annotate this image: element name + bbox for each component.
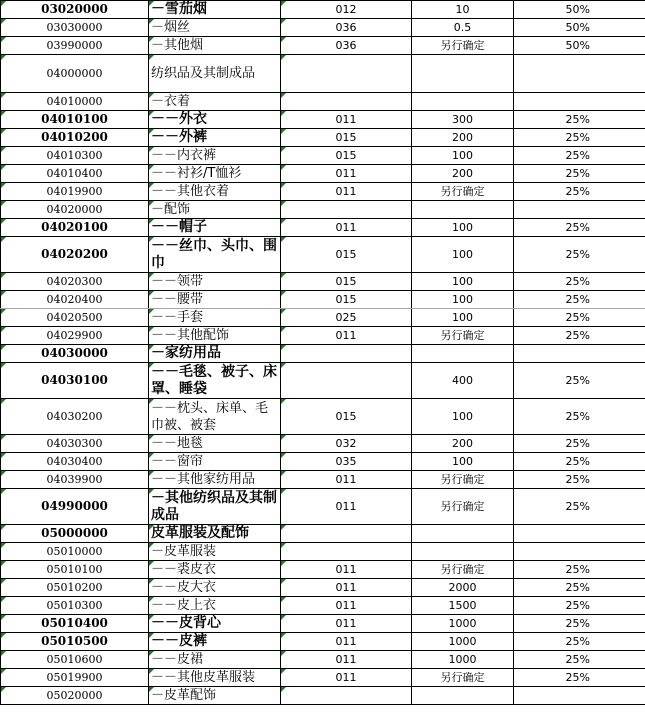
table-row <box>1 651 645 669</box>
tax-cell[interactable]: 25% <box>514 651 645 669</box>
tax-cell[interactable]: 25% <box>514 237 645 273</box>
name-cell[interactable]: －－地毯 <box>149 435 281 453</box>
code-cell[interactable]: 04010300 <box>1 147 149 165</box>
name-cell[interactable]: －－皮大衣 <box>149 579 281 597</box>
tax-cell[interactable]: 25% <box>514 561 645 579</box>
unit-cell[interactable]: 015 <box>281 147 412 165</box>
rate-cell[interactable]: 100 <box>412 273 514 291</box>
name-cell[interactable]: －－毛毯、被子、床罩、睡袋 <box>149 363 281 399</box>
name-cell[interactable]: －－内衣裤 <box>149 147 281 165</box>
name-cell[interactable]: －－其他家纺用品 <box>149 471 281 489</box>
tax-cell[interactable]: 25% <box>514 291 645 309</box>
table-row <box>1 669 645 687</box>
unit-cell[interactable]: 011 <box>281 489 412 525</box>
table-row <box>1 165 645 183</box>
unit-cell[interactable]: 036 <box>281 37 412 55</box>
rate-cell[interactable]: 另行确定 <box>412 183 514 201</box>
tax-cell[interactable]: 25% <box>514 471 645 489</box>
tax-cell[interactable]: 25% <box>514 111 645 129</box>
tax-cell[interactable] <box>514 55 645 93</box>
table-row <box>1 453 645 471</box>
tax-cell[interactable]: 25% <box>514 183 645 201</box>
name-cell[interactable]: 纺织品及其制成品 <box>149 55 281 93</box>
tax-cell[interactable]: 25% <box>514 453 645 471</box>
unit-cell[interactable]: 011 <box>281 327 412 345</box>
code-cell[interactable]: 05010600 <box>1 651 149 669</box>
name-cell[interactable]: －－其他皮革服装 <box>149 669 281 687</box>
rate-cell[interactable]: 另行确定 <box>412 471 514 489</box>
name-cell[interactable]: －－皮裤 <box>149 633 281 651</box>
code-cell[interactable]: 04020200 <box>1 237 149 273</box>
table-row <box>1 633 645 651</box>
table-row <box>1 129 645 147</box>
table-row <box>1 597 645 615</box>
name-cell[interactable]: －－枕头、床单、毛巾被、被套 <box>149 399 281 435</box>
rate-cell[interactable]: 100 <box>412 237 514 273</box>
code-cell[interactable]: 04010200 <box>1 129 149 147</box>
code-cell[interactable]: 03990000 <box>1 37 149 55</box>
tax-cell[interactable]: 25% <box>514 363 645 399</box>
unit-cell[interactable]: 011 <box>281 219 412 237</box>
rate-cell[interactable] <box>412 525 514 543</box>
name-cell[interactable]: －－皮背心 <box>149 615 281 633</box>
unit-cell[interactable]: 011 <box>281 597 412 615</box>
code-cell[interactable]: 05010000 <box>1 543 149 561</box>
code-cell[interactable]: 04020400 <box>1 291 149 309</box>
tax-cell[interactable]: 25% <box>514 669 645 687</box>
name-cell[interactable]: －－窗帘 <box>149 453 281 471</box>
rate-cell[interactable]: 100 <box>412 453 514 471</box>
tax-cell[interactable]: 25% <box>514 147 645 165</box>
name-cell[interactable]: －其他纺织品及其制成品 <box>149 489 281 525</box>
unit-cell[interactable]: 015 <box>281 273 412 291</box>
name-cell[interactable]: －－手套 <box>149 309 281 327</box>
name-cell[interactable]: －－外衣 <box>149 111 281 129</box>
code-cell[interactable]: 04010400 <box>1 165 149 183</box>
rate-cell[interactable]: 100 <box>412 399 514 435</box>
tax-cell[interactable]: 25% <box>514 597 645 615</box>
name-cell[interactable]: －皮革配饰 <box>149 687 281 705</box>
name-cell[interactable]: －－丝巾、头巾、围巾 <box>149 237 281 273</box>
tax-cell[interactable]: 25% <box>514 435 645 453</box>
code-cell[interactable]: 05020000 <box>1 687 149 705</box>
unit-cell[interactable]: 011 <box>281 669 412 687</box>
code-cell[interactable]: 04000000 <box>1 55 149 93</box>
table-row <box>1 489 645 525</box>
unit-cell[interactable]: 011 <box>281 579 412 597</box>
tax-cell[interactable]: 50% <box>514 37 645 55</box>
name-cell[interactable]: －其他烟 <box>149 37 281 55</box>
name-cell[interactable]: 皮革服装及配饰 <box>149 525 281 543</box>
rate-cell[interactable]: 1500 <box>412 597 514 615</box>
tax-cell[interactable]: 25% <box>514 273 645 291</box>
table-row <box>1 345 645 363</box>
name-cell[interactable]: －－皮裙 <box>149 651 281 669</box>
code-cell[interactable]: 04030100 <box>1 363 149 399</box>
unit-cell[interactable]: 011 <box>281 111 412 129</box>
unit-cell[interactable]: 011 <box>281 165 412 183</box>
table-row <box>1 687 645 705</box>
rate-cell[interactable]: 另行确定 <box>412 561 514 579</box>
unit-cell[interactable]: 015 <box>281 129 412 147</box>
unit-cell[interactable] <box>281 93 412 111</box>
table-row <box>1 201 645 219</box>
code-cell[interactable]: 04030200 <box>1 399 149 435</box>
unit-cell[interactable] <box>281 55 412 93</box>
tax-cell[interactable]: 25% <box>514 399 645 435</box>
unit-cell[interactable]: 011 <box>281 651 412 669</box>
table-row <box>1 327 645 345</box>
name-cell[interactable]: －－领带 <box>149 273 281 291</box>
rate-cell[interactable]: 0.5 <box>412 19 514 37</box>
table-row <box>1 147 645 165</box>
tax-cell[interactable]: 25% <box>514 165 645 183</box>
code-cell[interactable]: 05010300 <box>1 597 149 615</box>
table-row <box>1 273 645 291</box>
name-cell[interactable]: －烟丝 <box>149 19 281 37</box>
rate-cell[interactable]: 100 <box>412 309 514 327</box>
rate-cell[interactable]: 200 <box>412 129 514 147</box>
code-cell[interactable]: 04039900 <box>1 471 149 489</box>
unit-cell[interactable]: 012 <box>281 1 412 19</box>
code-cell[interactable]: 04990000 <box>1 489 149 525</box>
name-cell[interactable]: －－其他配饰 <box>149 327 281 345</box>
name-cell[interactable]: －－外裤 <box>149 129 281 147</box>
unit-cell[interactable]: 011 <box>281 633 412 651</box>
table-row <box>1 543 645 561</box>
unit-cell[interactable]: 015 <box>281 291 412 309</box>
name-cell[interactable]: －－其他衣着 <box>149 183 281 201</box>
table-row <box>1 291 645 309</box>
rate-cell[interactable] <box>412 93 514 111</box>
unit-cell[interactable]: 025 <box>281 309 412 327</box>
code-cell[interactable]: 03030000 <box>1 19 149 37</box>
code-cell[interactable]: 04020300 <box>1 273 149 291</box>
rate-cell[interactable]: 另行确定 <box>412 489 514 525</box>
table-row <box>1 183 645 201</box>
code-cell[interactable]: 04020100 <box>1 219 149 237</box>
rate-cell[interactable]: 400 <box>412 363 514 399</box>
tax-cell[interactable] <box>514 201 645 219</box>
unit-cell[interactable] <box>281 363 412 399</box>
rate-cell[interactable]: 100 <box>412 147 514 165</box>
code-cell[interactable]: 04030000 <box>1 345 149 363</box>
table-row <box>1 309 645 327</box>
name-cell[interactable]: －衣着 <box>149 93 281 111</box>
tax-cell[interactable]: 25% <box>514 615 645 633</box>
tax-cell[interactable]: 25% <box>514 129 645 147</box>
rate-cell[interactable]: 另行确定 <box>412 669 514 687</box>
code-cell[interactable]: 05010100 <box>1 561 149 579</box>
rate-cell[interactable]: 10 <box>412 1 514 19</box>
unit-cell[interactable] <box>281 687 412 705</box>
rate-cell[interactable]: 300 <box>412 111 514 129</box>
tax-cell[interactable]: 50% <box>514 19 645 37</box>
tax-cell[interactable] <box>514 687 645 705</box>
rate-cell[interactable] <box>412 201 514 219</box>
table-row <box>1 435 645 453</box>
tax-cell[interactable]: 50% <box>514 1 645 19</box>
name-cell[interactable]: －配饰 <box>149 201 281 219</box>
table-row <box>1 111 645 129</box>
name-cell[interactable]: －－裘皮衣 <box>149 561 281 579</box>
table-row <box>1 579 645 597</box>
code-cell[interactable]: 04019900 <box>1 183 149 201</box>
rate-cell[interactable]: 1000 <box>412 651 514 669</box>
rate-cell[interactable]: 200 <box>412 165 514 183</box>
code-cell[interactable]: 04010000 <box>1 93 149 111</box>
rate-cell[interactable]: 200 <box>412 435 514 453</box>
unit-cell[interactable]: 011 <box>281 183 412 201</box>
unit-cell[interactable]: 011 <box>281 615 412 633</box>
unit-cell[interactable]: 035 <box>281 453 412 471</box>
table-row <box>1 93 645 111</box>
code-cell[interactable]: 04020000 <box>1 201 149 219</box>
unit-cell[interactable] <box>281 543 412 561</box>
rate-cell[interactable] <box>412 345 514 363</box>
table-row <box>1 1 645 19</box>
table-row <box>1 219 645 237</box>
rate-cell[interactable]: 1000 <box>412 615 514 633</box>
table-row <box>1 363 645 399</box>
code-cell[interactable]: 04010100 <box>1 111 149 129</box>
rate-cell[interactable] <box>412 55 514 93</box>
rate-cell[interactable]: 1000 <box>412 633 514 651</box>
rate-cell[interactable] <box>412 543 514 561</box>
rate-cell[interactable]: 另行确定 <box>412 327 514 345</box>
rate-cell[interactable]: 100 <box>412 219 514 237</box>
code-cell[interactable]: 05010500 <box>1 633 149 651</box>
code-cell[interactable]: 05019900 <box>1 669 149 687</box>
table-row <box>1 471 645 489</box>
tariff-table-body <box>1 1 645 705</box>
tax-cell[interactable] <box>514 93 645 111</box>
table-row <box>1 237 645 273</box>
rate-cell[interactable]: 另行确定 <box>412 37 514 55</box>
tax-cell[interactable]: 25% <box>514 309 645 327</box>
table-row <box>1 525 645 543</box>
tax-cell[interactable]: 25% <box>514 579 645 597</box>
name-cell[interactable]: －皮革服装 <box>149 543 281 561</box>
code-cell[interactable]: 04030400 <box>1 453 149 471</box>
name-cell[interactable]: －－腰带 <box>149 291 281 309</box>
rate-cell[interactable] <box>412 687 514 705</box>
unit-cell[interactable]: 011 <box>281 471 412 489</box>
rate-cell[interactable]: 100 <box>412 291 514 309</box>
table-row <box>1 19 645 37</box>
table-row <box>1 399 645 435</box>
tax-cell[interactable]: 25% <box>514 489 645 525</box>
code-cell[interactable]: 04020500 <box>1 309 149 327</box>
code-cell[interactable]: 05010400 <box>1 615 149 633</box>
tax-cell[interactable]: 25% <box>514 327 645 345</box>
unit-cell[interactable]: 036 <box>281 19 412 37</box>
unit-cell[interactable]: 032 <box>281 435 412 453</box>
table-row <box>1 55 645 93</box>
unit-cell[interactable]: 015 <box>281 237 412 273</box>
tax-cell[interactable] <box>514 525 645 543</box>
tax-cell[interactable] <box>514 345 645 363</box>
table-row <box>1 615 645 633</box>
code-cell[interactable]: 04030300 <box>1 435 149 453</box>
unit-cell[interactable]: 011 <box>281 561 412 579</box>
name-cell[interactable]: －雪茄烟 <box>149 1 281 19</box>
name-cell[interactable]: －－衬衫/T恤衫 <box>149 165 281 183</box>
table-row <box>1 37 645 55</box>
name-cell[interactable]: －－皮上衣 <box>149 597 281 615</box>
tax-cell[interactable]: 25% <box>514 219 645 237</box>
unit-cell[interactable] <box>281 201 412 219</box>
unit-cell[interactable] <box>281 345 412 363</box>
code-cell[interactable]: 05010200 <box>1 579 149 597</box>
rate-cell[interactable]: 2000 <box>412 579 514 597</box>
tax-cell[interactable]: 25% <box>514 633 645 651</box>
code-cell[interactable]: 05000000 <box>1 525 149 543</box>
table-row <box>1 561 645 579</box>
tax-cell[interactable] <box>514 543 645 561</box>
name-cell[interactable]: －－帽子 <box>149 219 281 237</box>
unit-cell[interactable]: 015 <box>281 399 412 435</box>
name-cell[interactable]: －家纺用品 <box>149 345 281 363</box>
code-cell[interactable]: 03020000 <box>1 1 149 19</box>
code-cell[interactable]: 04029900 <box>1 327 149 345</box>
unit-cell[interactable] <box>281 525 412 543</box>
